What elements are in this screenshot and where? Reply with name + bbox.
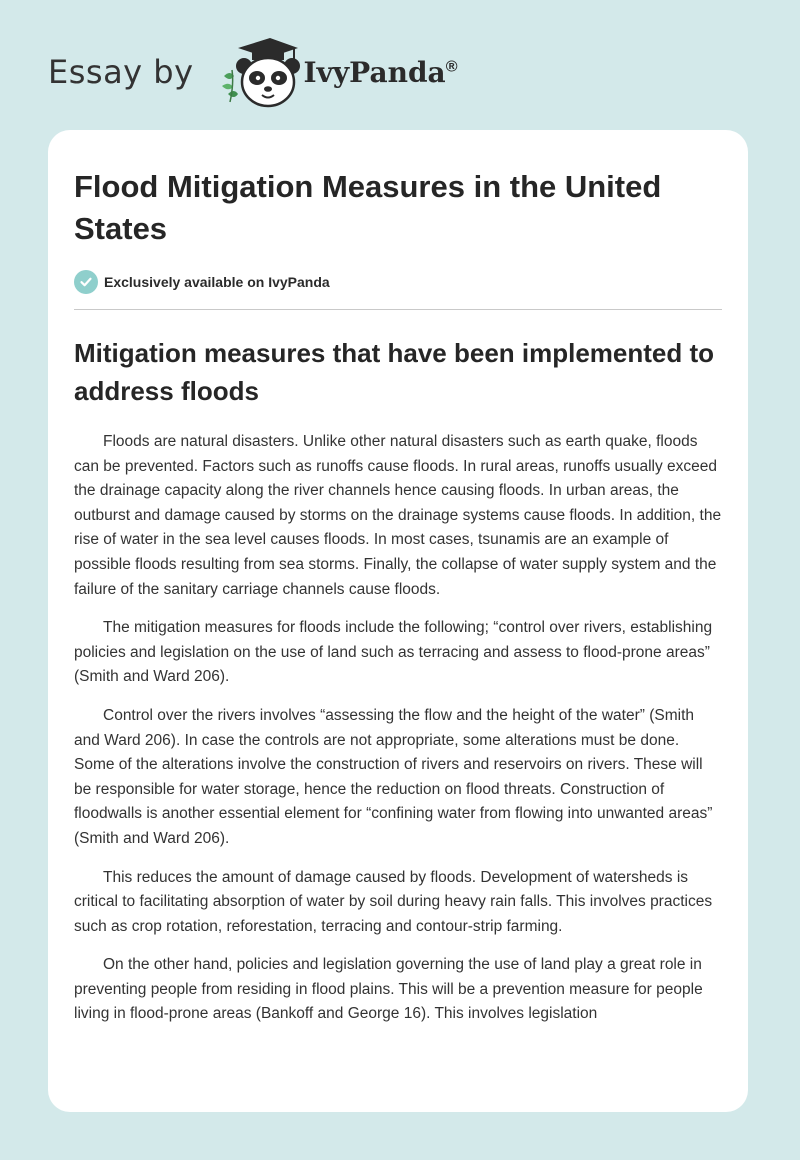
paragraph: Floods are natural disasters. Unlike other natural disasters such as earth quake, floods can be prevented. Factors such as runoffs cause floods. In rural areas, runoffs usually exceed the drainage capacity along the river channels hence causing floods. In urban areas, the outburst and damage caused by storms on the drainage systems cause floods. In addition, the rise of water in the sea level causes floods. In most cases, tsunamis are an example of possible floods resulting from sea storms. Finally, the collapse of water supply system and the failure of the sanitary carriage channels cause floods. (74, 433, 722, 598)
paragraph: On the other hand, policies and legislation governing the use of land play a great role in preventing people from residing in flood plains. This will be a prevention measure for people living in flood-prone areas (Bankoff and George 16). This involves legislation (74, 956, 703, 1023)
site-logo[interactable] (48, 36, 458, 108)
essay-title: Flood Mitigation Measures in the United States (74, 169, 662, 246)
brand-prefix: Essay by (48, 53, 194, 91)
paragraph: Control over the rivers involves “assessing the flow and the height of the water” (Smith and Ward 206). In case the controls are not appropriate, some alterations must be done. Some of the alterations involve the construction of rivers and reservoirs on rivers. These will be responsible for water storage, hence the reduction on flood threats. Construction of floodwalls is another essential element for “confining water from flowing into unwanted areas” (Smith and Ward 206). (74, 706, 713, 847)
exclusive-badge-label: Exclusively available on IvyPanda (104, 274, 330, 290)
paragraph: The mitigation measures for floods include the following; “control over rivers, establishing policies and legislation on the use of land such as terracing and assess to flood-prone areas” (Smith and Ward 206). (74, 619, 713, 686)
section-heading: Mitigation measures that have been implemented to address floods (74, 338, 715, 406)
check-icon (74, 270, 98, 294)
essay-body (74, 430, 722, 1027)
paragraph: This reduces the amount of damage caused by floods. Development of watersheds is critical to facilitating absorption of water by soil during heavy rain falls. This involves practices such as crop rotation, reforestation, terracing and contour-strip farming. (74, 868, 713, 935)
essay-card (48, 130, 748, 1112)
brand-name: IvyPanda® (303, 55, 458, 89)
divider (74, 309, 722, 310)
exclusive-badge (74, 270, 722, 294)
panda-mascot-icon (212, 34, 300, 110)
